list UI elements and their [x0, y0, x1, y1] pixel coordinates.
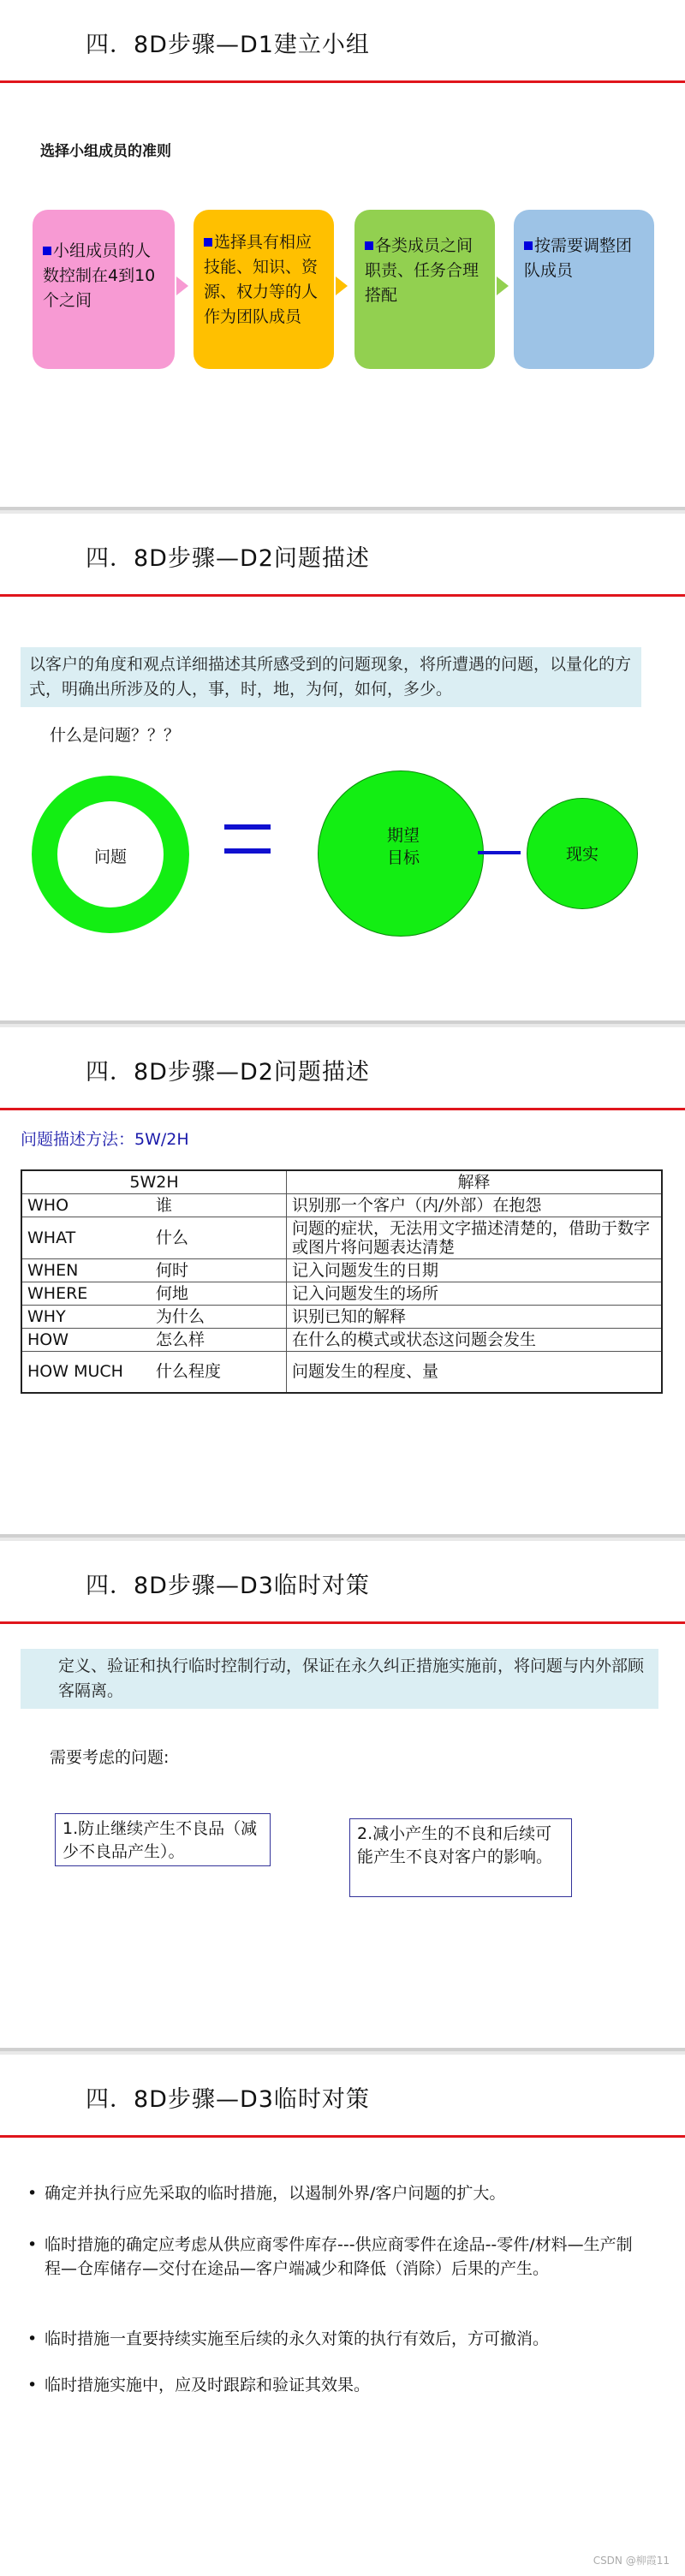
- slide-d3-interim: [0, 1541, 685, 2051]
- criteria-box-3: [354, 210, 495, 369]
- row-desc: 问题的症状，无法用文字描述清楚的，借助于数字或图片将问题表达清楚: [287, 1217, 663, 1259]
- row-en: HOW MUCH: [27, 1362, 123, 1382]
- title-divider: [0, 1108, 685, 1110]
- bullet-item: [27, 2327, 648, 2351]
- equals-bar-top: [224, 824, 271, 830]
- row-en: WHY: [27, 1307, 66, 1326]
- title-divider: [0, 80, 685, 83]
- bullet-item: [27, 2233, 648, 2281]
- row-key: [21, 1194, 287, 1217]
- slide-title: 四．8D步骤—D2问题描述: [86, 545, 370, 572]
- row-key: [21, 1306, 287, 1329]
- bullet-text: 临时措施实施中，应及时跟踪和验证其效果。: [45, 2376, 371, 2395]
- 5w2h-table: [21, 1169, 663, 1394]
- criteria-heading: 选择小组成员的准则: [40, 143, 171, 160]
- arrow-right-icon: [176, 277, 188, 295]
- slide-d2-description: [0, 514, 685, 1024]
- criteria-text: 各类成员之间职责、任务合理搭配: [365, 236, 480, 305]
- row-en: WHAT: [27, 1229, 76, 1247]
- bullet-dot-icon: •: [27, 2184, 38, 2203]
- header-5w2h: 5W2H: [21, 1170, 287, 1194]
- row-desc: 识别已知的解释: [287, 1306, 663, 1329]
- row-cn: 何时: [156, 1261, 189, 1280]
- slide-title: 四．8D步骤—D1建立小组: [86, 32, 370, 58]
- criteria-text: 按需要调整团队成员: [524, 236, 633, 280]
- row-desc: 在什么的模式或状态这问题会发生: [287, 1329, 663, 1352]
- slide-title: 四．8D步骤—D3临时对策: [86, 1573, 370, 1599]
- slide-d1: [0, 0, 685, 510]
- row-desc: 记入问题发生的日期: [287, 1259, 663, 1282]
- criteria-box-1: [33, 210, 175, 369]
- row-cn: 怎么样: [156, 1330, 206, 1349]
- table-row: [21, 1259, 662, 1282]
- consideration-box-2: 2.减小产生的不良和后续可能产生不良对客户的影响。: [349, 1818, 572, 1897]
- square-bullet-icon: [524, 241, 533, 250]
- row-en: HOW: [27, 1330, 69, 1349]
- row-key: [21, 1352, 287, 1393]
- question-text: 什么是问题？？？: [50, 726, 181, 745]
- square-bullet-icon: [365, 241, 373, 250]
- row-cn: 为什么: [156, 1307, 206, 1326]
- square-bullet-icon: [204, 238, 212, 247]
- bullet-item: [27, 2181, 648, 2205]
- row-desc: 识别那一个客户（内/外部）在抱怨: [287, 1194, 663, 1217]
- table-row: [21, 1194, 662, 1217]
- minus-bar: [478, 851, 521, 854]
- row-en: WHERE: [27, 1284, 88, 1303]
- method-text: 问题描述方法：5W/2H: [21, 1130, 189, 1149]
- bullet-dot-icon: •: [27, 2329, 38, 2348]
- slide-d3-measures: [0, 2055, 685, 2576]
- equals-bar-bottom: [224, 848, 271, 854]
- row-key: [21, 1282, 287, 1306]
- row-en: WHO: [27, 1196, 69, 1215]
- title-divider: [0, 2135, 685, 2138]
- row-cn: 谁: [156, 1196, 173, 1215]
- definition-box: 定义、验证和执行临时控制行动，保证在永久纠正措施实施前，将问题与内外部顾客隔离。: [21, 1649, 658, 1709]
- table-row: [21, 1329, 662, 1352]
- consideration-box-1: 1.防止继续产生不良品（减少不良品产生）。: [55, 1813, 271, 1866]
- table-row: [21, 1282, 662, 1306]
- reality-label: 现实: [565, 845, 599, 864]
- bullet-dot-icon: •: [27, 2235, 38, 2254]
- criteria-box-4: [514, 210, 654, 369]
- expectation-label: 期望目标: [387, 826, 420, 867]
- table-header-row: [21, 1170, 662, 1194]
- problem-label: 问题: [93, 848, 127, 866]
- criteria-box-2: [194, 210, 334, 369]
- table-row: [21, 1306, 662, 1329]
- arrow-right-icon: [497, 277, 509, 295]
- slide-title: 四．8D步骤—D2问题描述: [86, 1059, 370, 1086]
- header-explain: 解释: [287, 1170, 663, 1194]
- bullet-dot-icon: •: [27, 2376, 38, 2395]
- expectation-circle: [318, 770, 484, 937]
- row-desc: 问题发生的程度、量: [287, 1352, 663, 1393]
- problem-ring: [32, 776, 189, 933]
- row-cn: 什么程度: [156, 1362, 222, 1382]
- square-bullet-icon: [43, 247, 51, 255]
- row-key: [21, 1329, 287, 1352]
- definition-box: 以客户的角度和观点详细描述其所感受到的问题现象，将所遭遇的问题，以量化的方式，明确出所涉及的人，事，时，地，为何，如何，多少。: [21, 647, 641, 707]
- arrow-right-icon: [336, 277, 348, 295]
- title-divider: [0, 1621, 685, 1624]
- slide-title: 四．8D步骤—D3临时对策: [86, 2086, 370, 2113]
- bullet-text: 确定并执行应先采取的临时措施，以遏制外界/客户问题的扩大。: [45, 2184, 506, 2203]
- bullet-text: 临时措施一直要持续实施至后续的永久对策的执行有效后，方可撤消。: [45, 2329, 550, 2348]
- table-row: [21, 1352, 662, 1393]
- watermark: CSDN @柳霞11: [593, 2555, 670, 2567]
- criteria-text: 小组成员的人数控制在4到10个之间: [43, 241, 156, 310]
- reality-circle: [527, 798, 638, 909]
- criteria-text: 选择具有相应技能、知识、资源、权力等的人作为团队成员: [204, 233, 319, 326]
- bullet-text: 临时措施的确定应考虑从供应商零件库存---供应商零件在途品--零件/材料—生产制程—仓库储存—交付在途品—客户端减少和降低（消除）后果的产生。: [45, 2235, 633, 2278]
- row-desc: 记入问题发生的场所: [287, 1282, 663, 1306]
- title-divider: [0, 594, 685, 597]
- row-cn: 什么: [156, 1229, 189, 1247]
- slide-d2-5w2h: [0, 1027, 685, 1538]
- consider-text: 需要考虑的问题:: [50, 1748, 170, 1767]
- row-key: [21, 1259, 287, 1282]
- row-cn: 何地: [156, 1284, 189, 1303]
- table-row: [21, 1217, 662, 1259]
- row-key: [21, 1217, 287, 1259]
- bullet-item: [27, 2373, 648, 2397]
- row-en: WHEN: [27, 1261, 79, 1280]
